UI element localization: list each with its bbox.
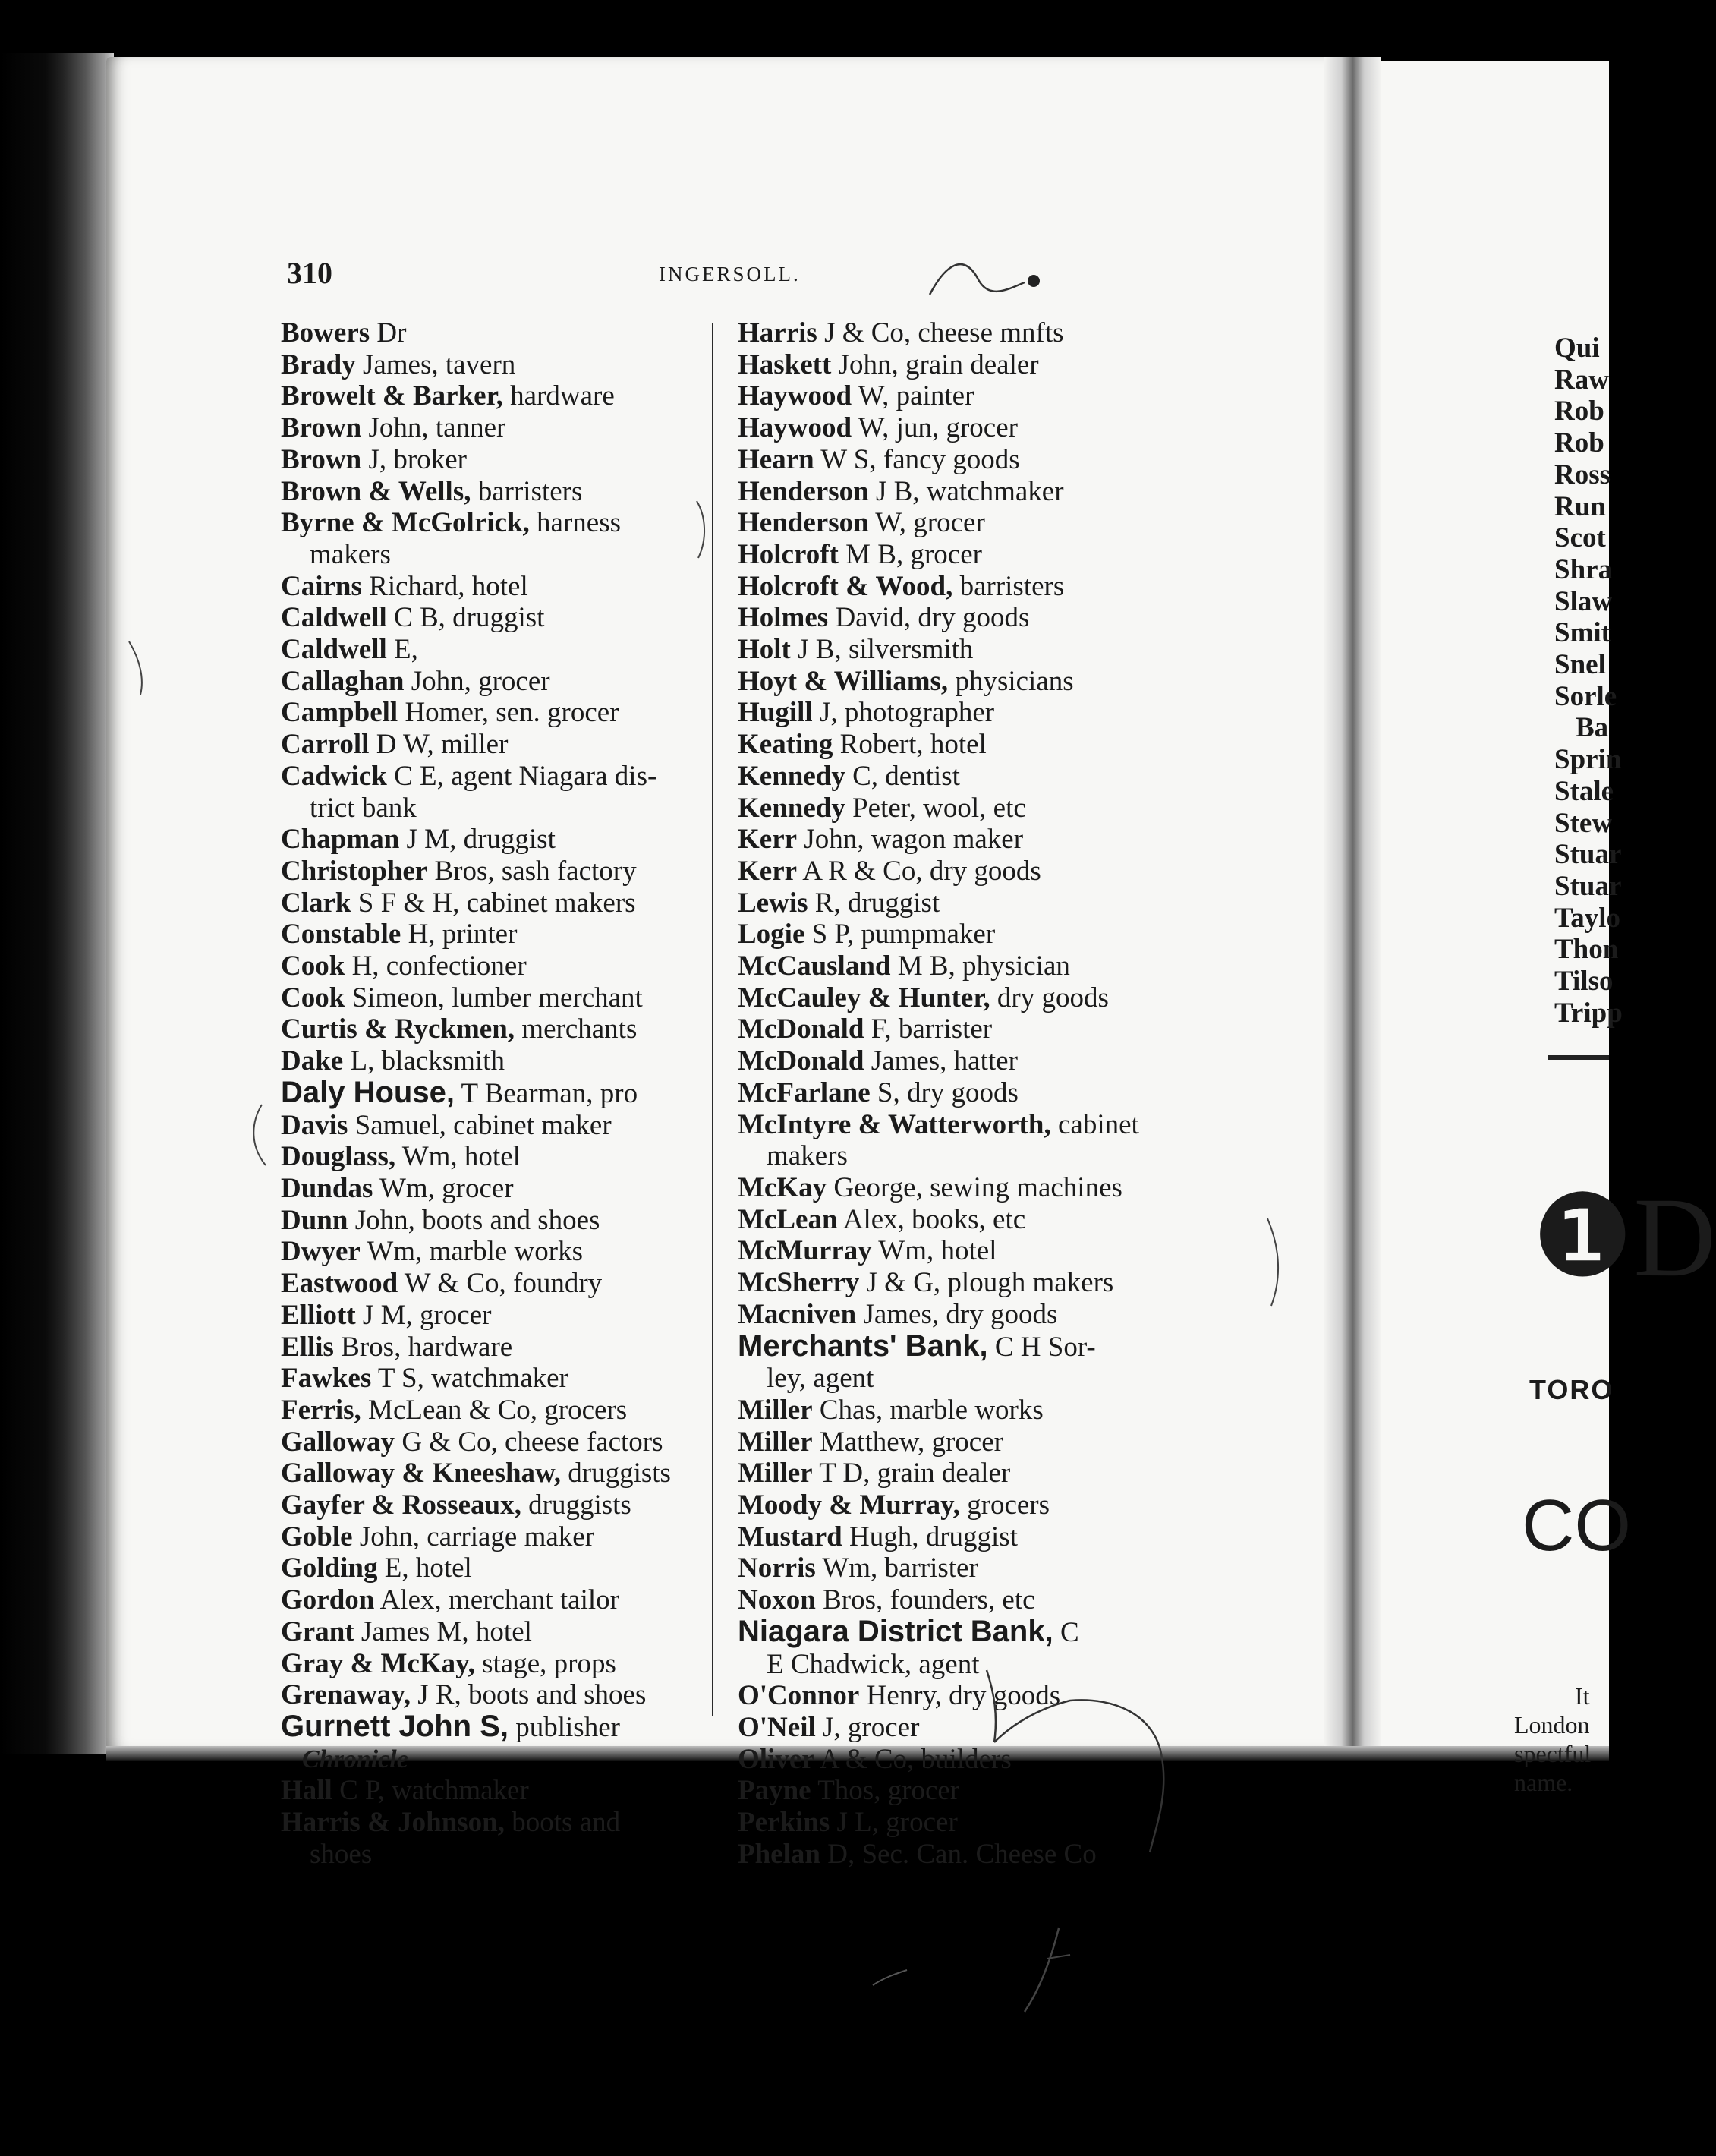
entry-details: harness [529,507,621,539]
entry-details: S, dry goods [870,1076,1019,1108]
entry-details: Samuel, cabinet maker [348,1109,612,1141]
entry-details: J L, grocer [830,1807,958,1839]
entry-name: Dunn [281,1204,348,1236]
entry-details: John, carriage maker [352,1521,595,1552]
entry-name: Cairns [281,570,362,602]
entry-details: druggists [521,1489,631,1521]
entry-name: Christopher [281,855,428,887]
right-page-fragment: Thon [1554,934,1619,966]
entry-name: McKay [738,1171,827,1203]
right-page-fragment: Ba [1576,712,1609,744]
entry-details: Matthew, grocer [812,1426,1003,1458]
entry-name: Brown [281,412,362,444]
entry-name: Holcroft & Wood, [738,570,953,602]
entry-details: F, barrister [864,1013,993,1045]
entry-details: R, druggist [808,887,940,919]
entry-name: O'Connor [738,1680,860,1712]
entry-name: Dake [281,1045,344,1077]
right-page-fragment: Shra [1554,553,1613,585]
entry-name: Harris [738,317,817,348]
right-page-fragment: Tilso [1554,966,1614,998]
entry-name: Payne [738,1775,811,1807]
entry-name: McCauley & Hunter, [738,982,990,1013]
entry-details: T S, watchmaker [371,1363,568,1395]
entry-name: Elliott [281,1299,356,1331]
entry-details: Bros, hardware [333,1331,513,1363]
entry-details: James M, hotel [354,1615,532,1647]
entry-details: J B, silversmith [790,634,974,666]
entry-details: Wm, hotel [871,1235,997,1267]
entry-details: S F & H, cabinet makers [351,887,636,919]
entry-name: Ferris, [281,1394,361,1426]
entry-continuation: ley, agent [767,1363,874,1395]
entry-details: Simeon, lumber merchant [345,982,643,1013]
entry-details: T Bearman, pro [454,1077,638,1109]
right-page-fragment: Tripp [1554,997,1623,1029]
entry-name: Oliver [738,1743,814,1775]
entry-name: Brown [281,443,362,475]
entry-details: hardware [502,380,615,412]
entry-details: James, tavern [355,348,516,380]
entry-details: Alex, books, etc [837,1203,1026,1235]
entry-details: T D, grain dealer [812,1458,1011,1489]
entry-name: Holcroft [738,538,839,570]
entry-details: merchants [515,1013,638,1045]
entry-details: physicians [948,665,1074,697]
entry-name: Dwyer [281,1236,361,1268]
entry-continuation: trict bank [310,792,417,824]
right-page-fragment: Smit [1554,617,1611,649]
entry-name: McIntyre & Watterworth, [738,1108,1051,1140]
entry-details: George, sewing machines [827,1171,1122,1203]
entry-details: W S, fancy goods [814,443,1020,475]
entry-details: H, printer [401,919,518,950]
entry-details: Peter, wool, etc [845,792,1026,824]
entry-details: Henry, dry goods [859,1680,1061,1712]
entry-details: Bros, founders, etc [815,1584,1035,1616]
entry-subtitle: Chronicle [302,1745,408,1773]
entry-details: J & G, plough makers [859,1267,1114,1299]
entry-details: Chas, marble works [812,1394,1044,1426]
right-page-fragment: Qui [1554,333,1600,364]
entry-name: O'Neil [738,1711,816,1743]
entry-details: John, grain dealer [831,348,1039,380]
entry-name: Norris [738,1552,816,1584]
entry-name: McLean [738,1203,838,1235]
paragraph-fragment: It [1575,1682,1590,1710]
entry-name: Callaghan [281,665,405,697]
entry-details: E, hotel [377,1552,472,1584]
paragraph-fragment: spectful [1514,1740,1592,1767]
entry-name: Galloway & Kneeshaw, [281,1458,561,1489]
entry-name: McCausland [738,950,891,982]
entry-details: A & Co, builders [814,1743,1012,1775]
right-page-fragment: Taylo [1554,902,1621,934]
right-page-fragment: Run [1554,490,1606,522]
entry-name: Cook [281,982,345,1013]
entry-name: Keating [738,729,833,761]
entry-details: D, Sec. Can. Cheese Co [820,1838,1097,1870]
right-page-fragment: Rob [1554,396,1604,427]
entry-details: A R & Co, dry goods [797,855,1041,887]
entry-details: grocers [959,1489,1050,1521]
entry-details: cabinet [1050,1108,1139,1140]
entry-details: James, dry goods [856,1298,1058,1330]
entry-name: Goble [281,1521,353,1552]
entry-details: James, hatter [864,1045,1018,1077]
entry-name: Grenaway, [281,1679,411,1711]
entry-details: G & Co, cheese factors [395,1426,663,1458]
paragraph-fragment: name. [1514,1769,1573,1796]
entry-name: Perkins [738,1807,830,1839]
entry-name: Gayfer & Rosseaux, [281,1489,521,1521]
entry-name: Miller [738,1426,813,1458]
page-number: 310 [287,256,332,290]
heading-fragment: TORO [1529,1374,1614,1405]
entry-details: publisher [509,1711,620,1743]
entry-details: W, jun, grocer [852,412,1018,444]
entry-name: Holmes [738,602,829,634]
entry-name: Ellis [281,1331,334,1363]
entry-name: Kennedy [738,792,845,824]
entry-details: John, wagon maker [797,824,1024,856]
entry-details: Richard, hotel [361,570,528,602]
entry-details: J, broker [361,443,467,475]
right-page-fragment: Scot [1554,522,1606,554]
entry-name: Douglass, [281,1141,396,1173]
entry-name: Caldwell [281,602,387,634]
right-page-fragment: Ross [1554,459,1611,490]
entry-name: Lewis [738,887,808,919]
entry-name: Fawkes [281,1363,372,1395]
entry-name: McFarlane [738,1076,871,1108]
entry-name: Harris & Johnson, [281,1807,505,1839]
entry-name: Eastwood [281,1268,398,1300]
right-page-fragment: Sorle [1554,680,1617,712]
entry-name: Holt [738,634,791,666]
entry-name: Miller [738,1458,813,1489]
entry-name: Clark [281,887,351,919]
right-page-fragment: Stew [1554,807,1613,839]
entry-details: J M, grocer [355,1299,492,1331]
entry-name: Brady [281,348,356,380]
entry-details: druggists [561,1458,671,1489]
entry-details: J B, watchmaker [868,475,1064,507]
entry-details: Bros, sash factory [427,855,637,887]
entry-details: W, grocer [868,507,985,539]
entry-name: Merchants' Bank, [738,1329,988,1363]
entry-continuation: makers [310,538,391,570]
entry-details: stage, props [474,1647,616,1679]
entry-details: boots and [505,1807,621,1839]
entry-name: Brown & Wells, [281,475,471,507]
entry-name: Cook [281,950,345,982]
entry-name: Gurnett John S, [281,1709,509,1743]
entry-name: Haskett [738,348,832,380]
right-page-fragment: Stale [1554,775,1614,807]
entry-details: J, photographer [812,697,995,729]
entry-name: McMurray [738,1235,872,1267]
entry-details: M B, physician [890,950,1070,982]
entry-name: Constable [281,919,401,950]
entry-details: McLean & Co, grocers [361,1394,628,1426]
right-page-fragment: Stuar [1554,839,1622,871]
entry-details: C E, agent Niagara dis- [386,760,657,792]
right-page-fragment: Stuar [1554,870,1622,902]
entry-name: Cadwick [281,760,387,792]
entry-name: Haywood [738,412,852,444]
entry-name: Gray & McKay, [281,1647,475,1679]
entry-details: barristers [471,475,583,507]
entry-name: Macniven [738,1298,857,1330]
entry-name: Noxon [738,1584,816,1616]
right-page-fragment: Rob [1554,427,1604,459]
right-page-fragment: Snel [1554,649,1606,681]
entry-details: W, painter [852,380,974,412]
entry-details: Homer, sen. grocer [398,697,619,729]
entry-name: Gordon [281,1584,375,1616]
entry-details: C P, watchmaker [332,1775,529,1807]
entry-name: Hugill [738,697,813,729]
entry-details: C H Sor- [987,1331,1096,1363]
entry-name: Golding [281,1552,378,1584]
entry-details: L, blacksmith [343,1045,505,1077]
entry-details: Hugh, druggist [842,1521,1018,1552]
entry-name: Henderson [738,507,869,539]
entry-name: Grant [281,1615,354,1647]
entry-name: Phelan [738,1838,820,1870]
entry-details: J, grocer [815,1711,920,1743]
entry-continuation: E Chadwick, agent [767,1648,980,1680]
right-page-fragment: Slaw [1554,585,1613,617]
entry-name: Kerr [738,855,798,887]
entry-name: Galloway [281,1426,395,1458]
entry-details: Dr [370,317,407,348]
entry-details: C [1053,1616,1079,1648]
entry-details: David, dry goods [828,602,1030,634]
entry-details: Wm, hotel [395,1141,521,1173]
entry-name: Miller [738,1394,813,1426]
entry-details: John, boots and shoes [348,1204,600,1236]
entry-details: Wm, barrister [815,1552,978,1584]
entry-name: Niagara District Bank, [738,1614,1053,1648]
entry-name: Henderson [738,475,869,507]
entry-details: H, confectioner [345,950,527,982]
entry-name: Kerr [738,824,798,856]
entry-details: Thos, grocer [811,1775,960,1807]
running-head: INGERSOLL. [659,263,801,285]
entry-name: Byrne & McGolrick, [281,507,530,539]
large-heading-fragment: CO [1522,1485,1631,1566]
entry-details: W & Co, foundry [398,1268,603,1300]
entry-name: Kennedy [738,760,845,792]
entry-name: Hall [281,1775,332,1807]
right-page-fragment: Sprin [1554,744,1622,776]
entry-details: John, grocer [404,665,550,697]
entry-name: Davis [281,1109,348,1141]
entry-details: Robert, hotel [833,729,987,761]
entry-details: Alex, merchant tailor [374,1584,619,1616]
display-letter-text: D [1633,1174,1716,1300]
entry-details: Wm, marble works [360,1236,583,1268]
entry-name: Caldwell [281,634,387,666]
entry-details: S P, pumpmaker [804,919,996,950]
entry-name: Moody & Murray, [738,1489,960,1521]
entry-details: C, dentist [845,760,960,792]
entry-name: Curtis & Ryckmen, [281,1013,515,1045]
entry-name: McDonald [738,1045,864,1077]
entry-name: Hearn [738,443,814,475]
entry-details: E, [386,634,418,666]
entry-details: John, tanner [361,412,506,444]
entry-name: Dundas [281,1172,373,1204]
entry-name: McDonald [738,1013,864,1045]
entry-details: J M, druggist [399,824,556,856]
entry-continuation: shoes [310,1838,373,1870]
entry-details: J & Co, cheese mnfts [817,317,1064,348]
entry-details: Wm, grocer [373,1172,514,1204]
entry-continuation: makers [767,1140,848,1172]
entry-name: Hoyt & Williams, [738,665,949,697]
right-page-fragment: Raw [1554,364,1609,396]
entry-name: Browelt & Barker, [281,380,503,412]
entry-details: C B, druggist [386,602,545,634]
paragraph-fragment: London [1514,1711,1590,1738]
entry-details: dry goods [990,982,1109,1013]
entry-name: Logie [738,919,805,950]
ornament-icon: ❶ [1532,1174,1634,1300]
entry-details: D W, miller [369,729,509,761]
entry-name: Carroll [281,729,370,761]
entry-name: McSherry [738,1267,860,1299]
entry-name: Chapman [281,824,400,856]
entry-name: Mustard [738,1521,842,1552]
entry-name: Campbell [281,697,398,729]
entry-details: M B, grocer [838,538,982,570]
entry-name: Haywood [738,380,852,412]
entry-name: Bowers [281,317,370,348]
entry-details: barristers [952,570,1065,602]
entry-details: J R, boots and shoes [410,1679,647,1711]
entry-name: Daly House, [281,1075,455,1109]
